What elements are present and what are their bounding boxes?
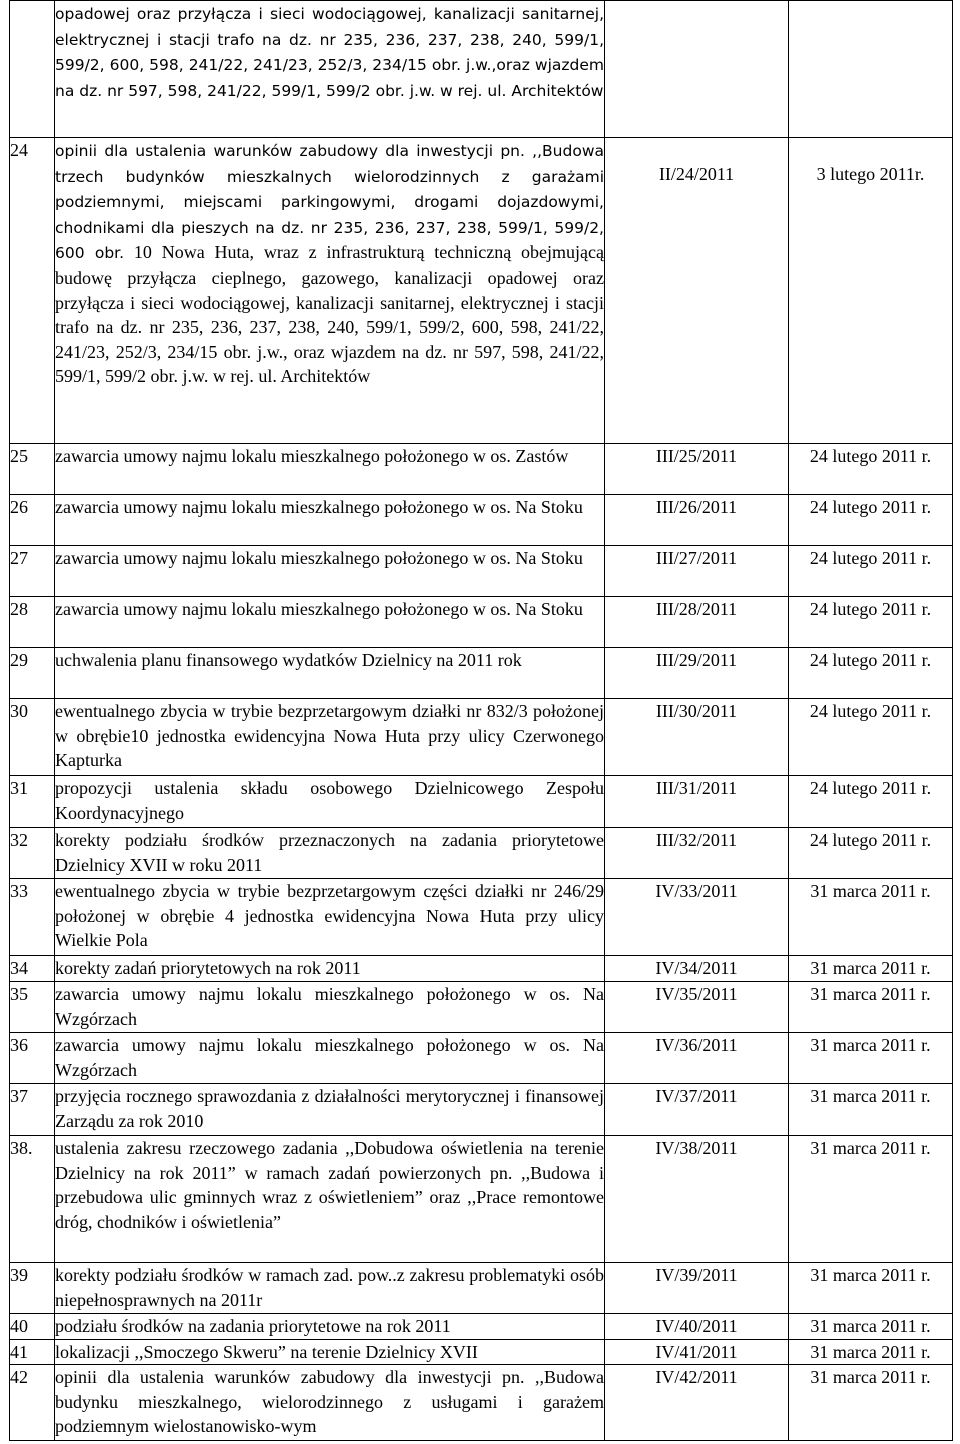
row-number: 40 <box>10 1314 55 1340</box>
row-date: 31 marca 2011 r. <box>789 982 953 1033</box>
row-date: 31 marca 2011 r. <box>789 1136 953 1263</box>
row-date: 24 lutego 2011 r. <box>789 444 953 495</box>
table-row <box>10 982 953 1033</box>
row-subject: propozycji ustalenia składu osobowego Dzielnicowego Zespołu Koordynacyjnego <box>55 776 605 828</box>
table-row <box>10 1339 953 1365</box>
row-number: 27 <box>10 546 55 597</box>
table-row <box>10 1314 953 1340</box>
row-number: 24 <box>10 138 55 444</box>
row-subject: korekty podziału środków w ramach zad. pow..z zakresu problematyki osób niepełnosprawnych na 2011r <box>55 1263 605 1314</box>
row-date: 24 lutego 2011 r. <box>789 648 953 699</box>
table-row <box>10 138 953 444</box>
row-resolution: III/32/2011 <box>605 828 789 879</box>
row-subject <box>55 1 605 138</box>
row-subject: lokalizacji ,,Smoczego Skweru” na terenie Dzielnicy XVII <box>55 1339 605 1365</box>
row-number: 26 <box>10 495 55 546</box>
table-row <box>10 699 953 776</box>
row-number: 42 <box>10 1365 55 1441</box>
table-row <box>10 1136 953 1263</box>
row-subject: korekty zadań priorytetowych na rok 2011 <box>55 956 605 982</box>
row-resolution: III/27/2011 <box>605 546 789 597</box>
row-subject: ewentualnego zbycia w trybie bezprzetargowym części działki nr 246/29 położonej w obrębie 4 jednostka ewidencyjna Nowa Huta przy ulicy Wielkie Pola <box>55 879 605 956</box>
row-date: 3 lutego 2011r. <box>789 138 953 444</box>
row-resolution: IV/37/2011 <box>605 1084 789 1136</box>
row-date: 31 marca 2011 r. <box>789 1084 953 1136</box>
row-resolution: IV/34/2011 <box>605 956 789 982</box>
row-number: 38. <box>10 1136 55 1263</box>
row-subject: zawarcia umowy najmu lokalu mieszkalnego położonego w os. Zastów <box>55 444 605 495</box>
row-resolution: IV/42/2011 <box>605 1365 789 1441</box>
row-number: 28 <box>10 597 55 648</box>
row-number: 36 <box>10 1033 55 1084</box>
row-subject: zawarcia umowy najmu lokalu mieszkalnego położonego w os. Na Wzgórzach <box>55 982 605 1033</box>
row-number: 31 <box>10 776 55 828</box>
row-resolution: III/30/2011 <box>605 699 789 776</box>
row-subject: przyjęcia rocznego sprawozdania z działalności merytorycznej i finansowej Zarządu za rok 2010 <box>55 1084 605 1136</box>
row-resolution: III/29/2011 <box>605 648 789 699</box>
row-resolution: II/24/2011 <box>605 138 789 444</box>
row-number: 35 <box>10 982 55 1033</box>
row-date: 31 marca 2011 r. <box>789 879 953 956</box>
row-resolution <box>605 1 789 138</box>
row-date: 24 lutego 2011 r. <box>789 776 953 828</box>
row-subject: ustalenia zakresu rzeczowego zadania ,,Dobudowa oświetlenia na terenie Dzielnicy na rok 2011” w ramach zadań powierzonych pn. ,,Budowa i przebudowa ulic gminnych wraz z oświetleniem” oraz ,,Prace remontowe dróg, chodników i oświetlenia” <box>55 1136 605 1263</box>
row-resolution: IV/35/2011 <box>605 982 789 1033</box>
row-date: 24 lutego 2011 r. <box>789 495 953 546</box>
table-row <box>10 776 953 828</box>
row-number: 41 <box>10 1339 55 1365</box>
row-subject: opinii dla ustalenia warunków zabudowy dla inwestycji pn. ,,Budowa budynku mieszkalnego, wielorodzinnego z usługami i garażem podziemnym wielostanowisko-wym <box>55 1365 605 1441</box>
table-row <box>10 1033 953 1084</box>
row-date: 31 marca 2011 r. <box>789 1263 953 1314</box>
row-subject-text: opadowej oraz przyłącza i sieci wodociągowej, kanalizacji sanitarnej, elektrycznej i stacji trafo na dz. nr 235, 236, 237, 238, 240, 599/1, 599/2, 600, 598, 241/22, 241/23, 252/3, 234/15 obr. j.w.,oraz wjazdem na dz. nr 597, 598, 241/22, 599/1, 599/2 obr. j.w. w rej. ul. Architektów <box>55 5 604 100</box>
row-resolution: IV/33/2011 <box>605 879 789 956</box>
row-number: 39 <box>10 1263 55 1314</box>
row-resolution: III/31/2011 <box>605 776 789 828</box>
row-number: 32 <box>10 828 55 879</box>
table-row <box>10 1 953 138</box>
row-date: 31 marca 2011 r. <box>789 956 953 982</box>
table-row <box>10 1263 953 1314</box>
row-number: 37 <box>10 1084 55 1136</box>
table-row <box>10 1084 953 1136</box>
row-subject-text: opinii dla ustalenia warunków zabudowy dla inwestycji pn. ,,Budowa trzech budynków mieszkalnych wielorodzinnych z garażami podziemnymi, miejscami parkingowymi, drogami dojazdowymi, chodnikami dla pieszych na dz. nr 235, 236, 237, 238, 599/1, 599/2, 600 obr. <box>55 142 604 263</box>
row-resolution: IV/40/2011 <box>605 1314 789 1340</box>
row-resolution: IV/39/2011 <box>605 1263 789 1314</box>
row-date: 31 marca 2011 r. <box>789 1339 953 1365</box>
row-date: 31 marca 2011 r. <box>789 1033 953 1084</box>
row-date: 24 lutego 2011 r. <box>789 699 953 776</box>
row-subject: zawarcia umowy najmu lokalu mieszkalnego położonego w os. Na Stoku <box>55 546 605 597</box>
row-subject: korekty podziału środków przeznaczonych na zadania priorytetowe Dzielnicy XVII w roku 2011 <box>55 828 605 879</box>
row-number: 30 <box>10 699 55 776</box>
row-number: 33 <box>10 879 55 956</box>
row-date: 24 lutego 2011 r. <box>789 597 953 648</box>
table-row <box>10 546 953 597</box>
table-row <box>10 879 953 956</box>
row-date: 24 lutego 2011 r. <box>789 828 953 879</box>
row-subject: podziału środków na zadania priorytetowe na rok 2011 <box>55 1314 605 1340</box>
row-subject: zawarcia umowy najmu lokalu mieszkalnego położonego w os. Na Stoku <box>55 495 605 546</box>
table-row <box>10 597 953 648</box>
row-number: 29 <box>10 648 55 699</box>
row-subject <box>55 138 605 444</box>
row-resolution: III/26/2011 <box>605 495 789 546</box>
row-date: 24 lutego 2011 r. <box>789 546 953 597</box>
table-row <box>10 1365 953 1441</box>
row-subject: ewentualnego zbycia w trybie bezprzetargowym działki nr 832/3 położonej w obrębie10 jednostka ewidencyjna Nowa Huta przy ulicy Czerwonego Kapturka <box>55 699 605 776</box>
row-subject: zawarcia umowy najmu lokalu mieszkalnego położonego w os. Na Wzgórzach <box>55 1033 605 1084</box>
table-row <box>10 956 953 982</box>
row-number: 25 <box>10 444 55 495</box>
row-resolution: IV/38/2011 <box>605 1136 789 1263</box>
row-resolution: IV/36/2011 <box>605 1033 789 1084</box>
row-resolution: IV/41/2011 <box>605 1339 789 1365</box>
row-resolution: III/28/2011 <box>605 597 789 648</box>
row-date: 31 marca 2011 r. <box>789 1314 953 1340</box>
row-resolution: III/25/2011 <box>605 444 789 495</box>
table-row <box>10 648 953 699</box>
table-row <box>10 495 953 546</box>
row-subject-text-cont: 10 Nowa Huta, wraz z infrastrukturą techniczną obejmującą budowę przyłącza cieplnego, gazowego, kanalizacji opadowej oraz przyłącza i sieci wodociągowej, kanalizacji sanitarnej, elektrycznej i stacji trafo na dz. nr 235, 236, 237, 238, 240, 599/1, 599/2, 600, 598, 241/22, 241/23, 252/3, 234/15 obr. j.w., oraz wjazdem na dz. nr 597, 598, 241/22, 599/1, 599/2 obr. j.w. w rej. ul. Architektów <box>55 242 605 387</box>
row-number <box>10 1 55 138</box>
table-row <box>10 444 953 495</box>
row-date: 31 marca 2011 r. <box>789 1365 953 1441</box>
row-subject: zawarcia umowy najmu lokalu mieszkalnego położonego w os. Na Stoku <box>55 597 605 648</box>
row-date <box>789 1 953 138</box>
row-subject: uchwalenia planu finansowego wydatków Dzielnicy na 2011 rok <box>55 648 605 699</box>
row-number: 34 <box>10 956 55 982</box>
table-row <box>10 828 953 879</box>
resolutions-table <box>9 0 953 1441</box>
